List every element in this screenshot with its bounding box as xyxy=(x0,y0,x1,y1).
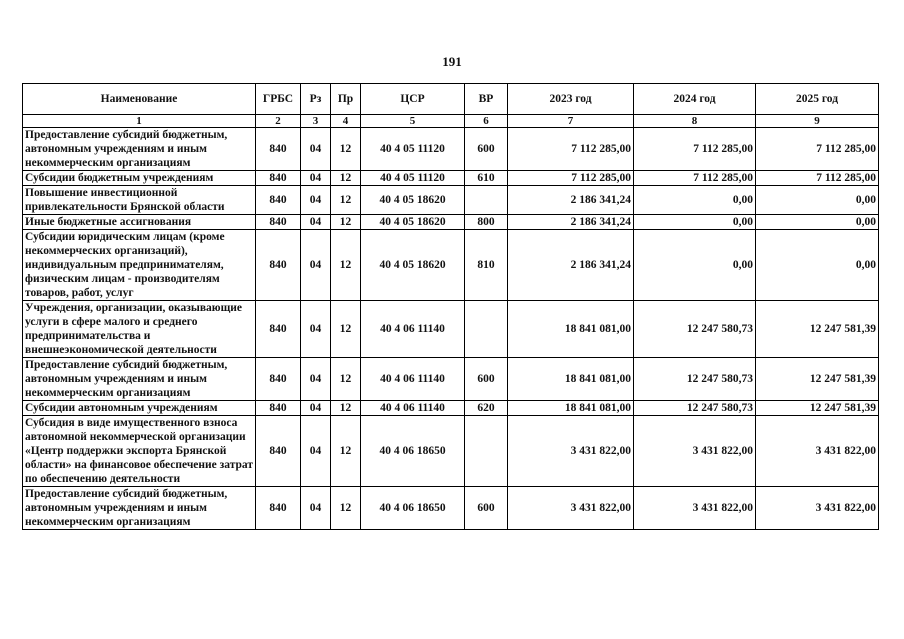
col-header-2025: 2025 год xyxy=(756,84,879,115)
col-header-vr: ВР xyxy=(465,84,508,115)
row-2023: 7 112 285,00 xyxy=(508,128,634,171)
row-2024: 7 112 285,00 xyxy=(634,128,756,171)
row-vr xyxy=(465,416,508,487)
row-grbs: 840 xyxy=(256,171,301,186)
table-row xyxy=(23,401,879,416)
row-2024: 3 431 822,00 xyxy=(634,416,756,487)
row-vr: 800 xyxy=(465,215,508,230)
row-grbs: 840 xyxy=(256,186,301,215)
budget-table xyxy=(22,83,879,530)
row-csr: 40 4 06 11140 xyxy=(361,401,465,416)
row-grbs: 840 xyxy=(256,487,301,530)
table-row xyxy=(23,128,879,171)
row-2023: 18 841 081,00 xyxy=(508,358,634,401)
row-pr: 12 xyxy=(331,171,361,186)
row-pr: 12 xyxy=(331,230,361,301)
column-number: 8 xyxy=(634,115,756,128)
row-2024: 7 112 285,00 xyxy=(634,171,756,186)
col-header-2023: 2023 год xyxy=(508,84,634,115)
col-header-pr: Пр xyxy=(331,84,361,115)
row-2025: 12 247 581,39 xyxy=(756,358,879,401)
row-2023: 2 186 341,24 xyxy=(508,230,634,301)
row-name: Учреждения, организации, оказывающие услуги в сфере малого и среднего предпринимательства и внешнеэкономической деятельности xyxy=(23,301,256,358)
table-row xyxy=(23,230,879,301)
row-pr: 12 xyxy=(331,401,361,416)
row-name: Субсидии юридическим лицам (кроме некоммерческих организаций), индивидуальным предпринимателям, физическим лицам - производителям товаров, работ, услуг xyxy=(23,230,256,301)
row-name: Субсидии бюджетным учреждениям xyxy=(23,171,256,186)
row-grbs: 840 xyxy=(256,215,301,230)
row-2025: 0,00 xyxy=(756,215,879,230)
col-header-2024: 2024 год xyxy=(634,84,756,115)
row-vr: 600 xyxy=(465,128,508,171)
row-rz: 04 xyxy=(301,487,331,530)
row-csr: 40 4 05 11120 xyxy=(361,171,465,186)
row-pr: 12 xyxy=(331,186,361,215)
column-number: 3 xyxy=(301,115,331,128)
row-vr: 600 xyxy=(465,487,508,530)
row-2025: 12 247 581,39 xyxy=(756,301,879,358)
column-number: 9 xyxy=(756,115,879,128)
row-2024: 0,00 xyxy=(634,186,756,215)
row-vr: 810 xyxy=(465,230,508,301)
row-name: Субсидии автономным учреждениям xyxy=(23,401,256,416)
row-name: Предоставление субсидий бюджетным, автономным учреждениям и иным некоммерческим организациям xyxy=(23,128,256,171)
page-number: 191 xyxy=(442,54,462,69)
row-csr: 40 4 06 18650 xyxy=(361,487,465,530)
row-grbs: 840 xyxy=(256,230,301,301)
table-row xyxy=(23,301,879,358)
row-rz: 04 xyxy=(301,301,331,358)
column-number: 6 xyxy=(465,115,508,128)
col-header-grbs: ГРБС xyxy=(256,84,301,115)
table-row xyxy=(23,171,879,186)
row-2023: 18 841 081,00 xyxy=(508,301,634,358)
row-csr: 40 4 05 18620 xyxy=(361,215,465,230)
row-2024: 12 247 580,73 xyxy=(634,358,756,401)
row-2025: 0,00 xyxy=(756,230,879,301)
row-grbs: 840 xyxy=(256,401,301,416)
row-csr: 40 4 05 11120 xyxy=(361,128,465,171)
row-pr: 12 xyxy=(331,301,361,358)
row-name: Повышение инвестиционной привлекательности Брянской области xyxy=(23,186,256,215)
row-rz: 04 xyxy=(301,171,331,186)
row-2023: 7 112 285,00 xyxy=(508,171,634,186)
row-pr: 12 xyxy=(331,416,361,487)
column-number: 1 xyxy=(23,115,256,128)
row-csr: 40 4 05 18620 xyxy=(361,186,465,215)
row-rz: 04 xyxy=(301,128,331,171)
column-number: 2 xyxy=(256,115,301,128)
row-csr: 40 4 06 11140 xyxy=(361,358,465,401)
row-rz: 04 xyxy=(301,358,331,401)
row-vr: 600 xyxy=(465,358,508,401)
row-grbs: 840 xyxy=(256,416,301,487)
row-grbs: 840 xyxy=(256,128,301,171)
row-2025: 7 112 285,00 xyxy=(756,171,879,186)
row-2023: 3 431 822,00 xyxy=(508,487,634,530)
row-vr: 620 xyxy=(465,401,508,416)
row-name: Иные бюджетные ассигнования xyxy=(23,215,256,230)
row-2023: 2 186 341,24 xyxy=(508,215,634,230)
table-row xyxy=(23,487,879,530)
table-row xyxy=(23,215,879,230)
row-2025: 0,00 xyxy=(756,186,879,215)
row-2025: 12 247 581,39 xyxy=(756,401,879,416)
row-2024: 0,00 xyxy=(634,215,756,230)
col-header-csr: ЦСР xyxy=(361,84,465,115)
row-grbs: 840 xyxy=(256,301,301,358)
row-rz: 04 xyxy=(301,416,331,487)
table-row xyxy=(23,186,879,215)
col-header-name: Наименование xyxy=(23,84,256,115)
row-2025: 3 431 822,00 xyxy=(756,416,879,487)
row-vr xyxy=(465,301,508,358)
row-2024: 3 431 822,00 xyxy=(634,487,756,530)
column-number: 4 xyxy=(331,115,361,128)
column-number: 5 xyxy=(361,115,465,128)
row-csr: 40 4 05 18620 xyxy=(361,230,465,301)
row-2024: 0,00 xyxy=(634,230,756,301)
row-pr: 12 xyxy=(331,487,361,530)
row-2023: 2 186 341,24 xyxy=(508,186,634,215)
row-csr: 40 4 06 11140 xyxy=(361,301,465,358)
col-header-rz: Рз xyxy=(301,84,331,115)
row-pr: 12 xyxy=(331,128,361,171)
row-rz: 04 xyxy=(301,230,331,301)
row-2025: 3 431 822,00 xyxy=(756,487,879,530)
row-name: Предоставление субсидий бюджетным, автономным учреждениям и иным некоммерческим организациям xyxy=(23,358,256,401)
row-2025: 7 112 285,00 xyxy=(756,128,879,171)
column-number-row xyxy=(23,115,879,128)
row-grbs: 840 xyxy=(256,358,301,401)
row-vr xyxy=(465,186,508,215)
row-rz: 04 xyxy=(301,186,331,215)
table-row xyxy=(23,416,879,487)
row-2023: 3 431 822,00 xyxy=(508,416,634,487)
row-2024: 12 247 580,73 xyxy=(634,301,756,358)
row-pr: 12 xyxy=(331,215,361,230)
row-csr: 40 4 06 18650 xyxy=(361,416,465,487)
row-2024: 12 247 580,73 xyxy=(634,401,756,416)
row-pr: 12 xyxy=(331,358,361,401)
table-row xyxy=(23,358,879,401)
row-vr: 610 xyxy=(465,171,508,186)
header-row xyxy=(23,84,879,115)
row-rz: 04 xyxy=(301,401,331,416)
row-name: Субсидия в виде имущественного взноса автономной некоммерческой организации «Центр поддержки экспорта Брянской области» на финансовое обеспечение затрат по обеспечению деятельности xyxy=(23,416,256,487)
row-rz: 04 xyxy=(301,215,331,230)
row-name: Предоставление субсидий бюджетным, автономным учреждениям и иным некоммерческим организациям xyxy=(23,487,256,530)
row-2023: 18 841 081,00 xyxy=(508,401,634,416)
column-number: 7 xyxy=(508,115,634,128)
